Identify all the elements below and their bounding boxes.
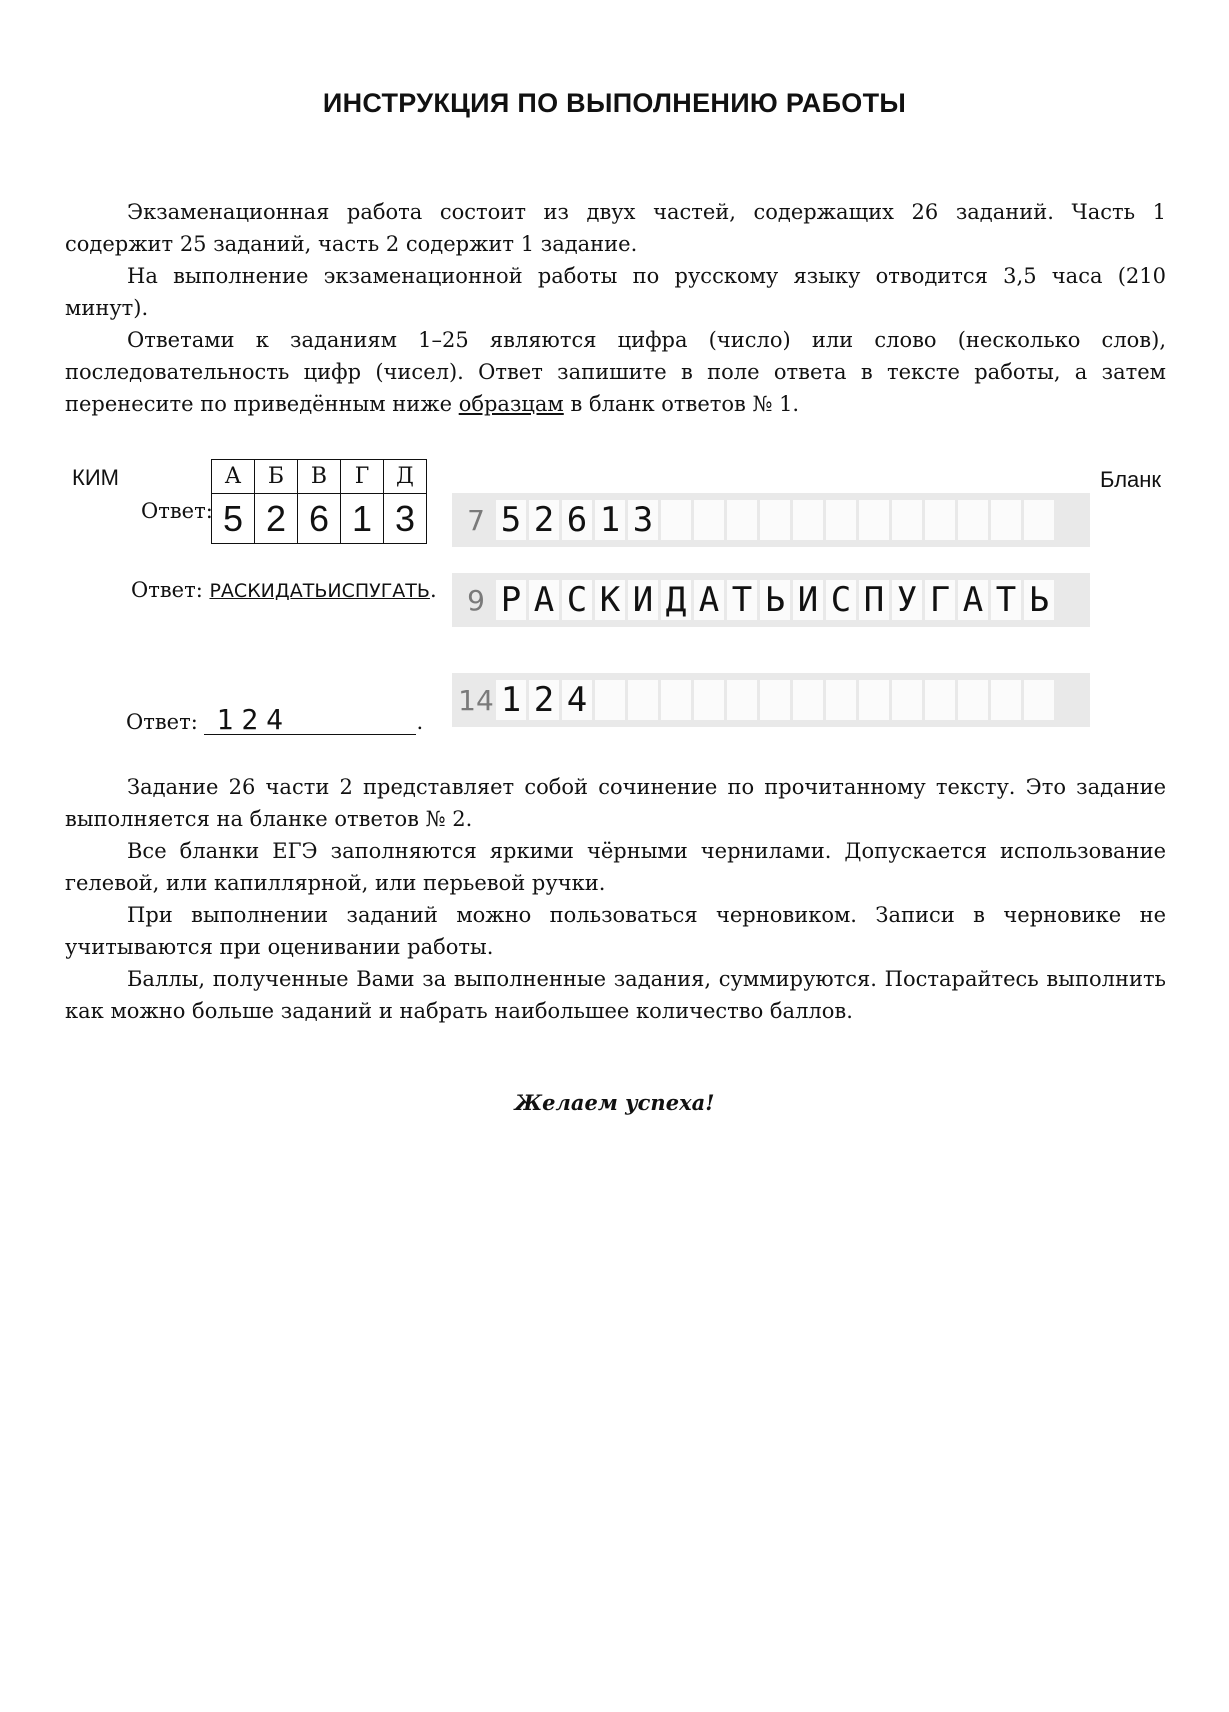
kim-digit-cell: 1	[341, 494, 384, 544]
task-number: 7	[467, 503, 485, 537]
kim-label: КИМ	[72, 465, 119, 490]
blank-cell	[661, 500, 691, 540]
blank-cell	[958, 500, 988, 540]
blank-row-9	[452, 573, 1090, 627]
kim-digit-row	[212, 494, 427, 544]
intro-paragraph-3	[65, 324, 1166, 420]
blank-cell	[892, 680, 922, 720]
kim-column-letter: Г	[341, 460, 384, 494]
blank-cell	[793, 500, 823, 540]
blank-cell	[595, 680, 625, 720]
blank-cell: К	[595, 580, 625, 620]
blank-cell: Г	[925, 580, 955, 620]
outro-paragraph-1: Задание 26 части 2 представляет собой сочинение по прочитанному тексту. Это задание выполняется на бланке ответов № 2.	[65, 775, 1166, 831]
samples-link: образцам	[458, 392, 564, 416]
blank-row-14	[452, 673, 1090, 727]
blank-cell	[991, 500, 1021, 540]
kim-column-letter: Б	[255, 460, 298, 494]
blank-cell: 6	[562, 500, 592, 540]
blank-cell: У	[892, 580, 922, 620]
answer-label-2: Ответ:	[131, 578, 203, 602]
blank-cell	[859, 500, 889, 540]
blank-cell: 1	[496, 680, 526, 720]
blank-cell: А	[958, 580, 988, 620]
kim-column-letter: Д	[384, 460, 427, 494]
blank-cell: И	[793, 580, 823, 620]
kim-digit-cell: 3	[384, 494, 427, 544]
outro-paragraph-3: При выполнении заданий можно пользоваться черновиком. Записи в черновике не учитываются при оценивании работы.	[65, 903, 1166, 959]
blank-cell: 3	[628, 500, 658, 540]
blank-cell: 4	[562, 680, 592, 720]
blank-cell: А	[694, 580, 724, 620]
blank-cell: 2	[529, 500, 559, 540]
blank-cell: 1	[595, 500, 625, 540]
blank-cell: И	[628, 580, 658, 620]
closing-wish: Желаем успеха!	[514, 1090, 715, 1115]
blank-cell: С	[562, 580, 592, 620]
blank-cell	[1024, 500, 1054, 540]
blank-label: Бланк	[1100, 467, 1162, 492]
blank-cell	[694, 500, 724, 540]
answer-line-3: Ответ: 124 .	[126, 703, 424, 736]
blank-cell	[694, 680, 724, 720]
blank-row-7	[452, 493, 1090, 547]
outro-paragraph-4: Баллы, полученные Вами за выполненные задания, суммируются. Постарайтесь выполнить как можно больше заданий и набрать наибольшее количество баллов.	[65, 967, 1166, 1023]
blank-cell	[925, 500, 955, 540]
blank-cell	[925, 680, 955, 720]
blank-cell	[727, 680, 757, 720]
blank-cell	[661, 680, 691, 720]
answer-label-3: Ответ:	[126, 710, 198, 734]
blank-cell: С	[826, 580, 856, 620]
blank-cell	[793, 680, 823, 720]
kim-column-letter: В	[298, 460, 341, 494]
blank-cell	[760, 680, 790, 720]
page-title: ИНСТРУКЦИЯ ПО ВЫПОЛНЕНИЮ РАБОТЫ	[322, 88, 907, 118]
blank-cell	[991, 680, 1021, 720]
blank-cell: Т	[727, 580, 757, 620]
kim-digit-cell: 5	[212, 494, 255, 544]
answer-label-1: Ответ:	[141, 499, 213, 523]
blank-cell	[859, 680, 889, 720]
kim-letter-row	[212, 460, 427, 494]
answer-number: 124	[204, 706, 416, 735]
blank-cell: Т	[991, 580, 1021, 620]
answer-word: РАСКИДАТЬИСПУГАТЬ	[209, 580, 430, 602]
blank-cell: Р	[496, 580, 526, 620]
blank-cell: 5	[496, 500, 526, 540]
blank-cell	[628, 680, 658, 720]
kim-answer-table	[211, 459, 427, 544]
intro-paragraph-3-text: Ответами к заданиям 1–25 являются цифра (число) или слово (несколько слов), последовательность цифр (чисел). Ответ запишите в поле ответа в тексте работы, а затем перенесите по приведённым ниже	[65, 328, 1166, 416]
intro-paragraph-2: На выполнение экзаменационной работы по русскому языку отводится 3,5 часа (210 минут).	[65, 264, 1166, 320]
blank-cell: Д	[661, 580, 691, 620]
kim-digit-cell: 2	[255, 494, 298, 544]
task-number: 9	[467, 583, 485, 617]
blank-cell	[958, 680, 988, 720]
blank-cell	[826, 680, 856, 720]
kim-column-letter: А	[212, 460, 255, 494]
blank-cell: 2	[529, 680, 559, 720]
answer-line-2: Ответ: РАСКИДАТЬИСПУГАТЬ.	[131, 578, 437, 602]
intro-paragraph-3-tail: в бланк ответов № 1.	[570, 392, 800, 416]
kim-digit-cell: 6	[298, 494, 341, 544]
blank-cell: А	[529, 580, 559, 620]
blank-cell	[826, 500, 856, 540]
blank-cell	[892, 500, 922, 540]
task-number: 14	[458, 683, 494, 717]
blank-cell	[760, 500, 790, 540]
blank-cell: П	[859, 580, 889, 620]
blank-cell: Ь	[1024, 580, 1054, 620]
blank-cell: Ь	[760, 580, 790, 620]
outro-paragraph-2: Все бланки ЕГЭ заполняются яркими чёрными чернилами. Допускается использование гелевой, или капиллярной, или перьевой ручки.	[65, 839, 1166, 895]
blank-cell	[1024, 680, 1054, 720]
blank-cell	[727, 500, 757, 540]
intro-paragraph-1: Экзаменационная работа состоит из двух частей, содержащих 26 заданий. Часть 1 содержит 25 заданий, часть 2 содержит 1 задание.	[65, 200, 1166, 256]
